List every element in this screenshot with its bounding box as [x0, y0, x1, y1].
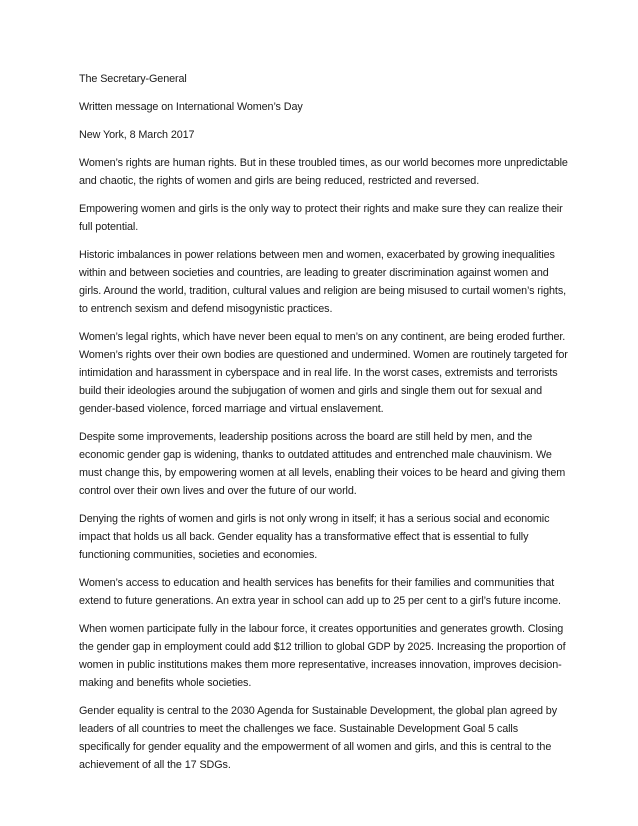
place-date: New York, 8 March 2017	[79, 129, 195, 141]
paragraph-5: Despite some improvements, leadership positions across the board are still held by men, and the economic gender gap is widening, thanks to outdated attitudes and entrenched male chauvinism. We must change this, by empowering women at all levels, enabling their voices to be heard and giving them control over their own lives and over the future of our world.	[79, 431, 566, 497]
paragraph-9: Gender equality is central to the 2030 Agenda for Sustainable Development, the global plan agreed by leaders of all countries to meet the challenges we face. Sustainable Development Goal 5 calls specifically for gender equality and the empowerment of all women and girls, and this is central to the achievement of all the 17 SDGs.	[79, 705, 557, 771]
paragraph-2: Empowering women and girls is the only way to protect their rights and make sure they can realize their full potential.	[79, 203, 563, 233]
message-title: Written message on International Women’s Day	[79, 101, 303, 113]
paragraph-7: Women’s access to education and health services has benefits for their families and communities that extend to future generations. An extra year in school can add up to 25 per cent to a girl’s future income.	[79, 577, 561, 607]
paragraph-6: Denying the rights of women and girls is not only wrong in itself; it has a serious social and economic impact that holds us all back. Gender equality has a transformative effect that is essential to fully functioning communities, societies and economies.	[79, 513, 550, 561]
office-heading: The Secretary-General	[79, 73, 187, 85]
paragraph-1: Women’s rights are human rights. But in these troubled times, as our world becomes more unpredictable and chaotic, the rights of women and girls are being reduced, restricted and reversed.	[79, 157, 568, 187]
paragraph-8: When women participate fully in the labour force, it creates opportunities and generates growth. Closing the gender gap in employment could add $12 trillion to global GDP by 2025. Increasing the proportion of women in public institutions makes them more representative, increases innovation, improves decision-making and benefits whole societies.	[79, 623, 566, 689]
document-page	[79, 70, 569, 784]
paragraph-3: Historic imbalances in power relations between men and women, exacerbated by growing inequalities within and between societies and countries, are leading to greater discrimination against women and girls. Around the world, tradition, cultural values and religion are being misused to curtail women’s rights, to entrench sexism and defend misogynistic practices.	[79, 249, 567, 315]
paragraph-4: Women’s legal rights, which have never been equal to men’s on any continent, are being eroded further. Women’s rights over their own bodies are questioned and undermined. Women are routinely targeted for intimidation and harassment in cyberspace and in real life. In the worst cases, extremists and terrorists build their ideologies around the subjugation of women and girls and single them out for sexual and gender-based violence, forced marriage and virtual enslavement.	[79, 331, 568, 415]
